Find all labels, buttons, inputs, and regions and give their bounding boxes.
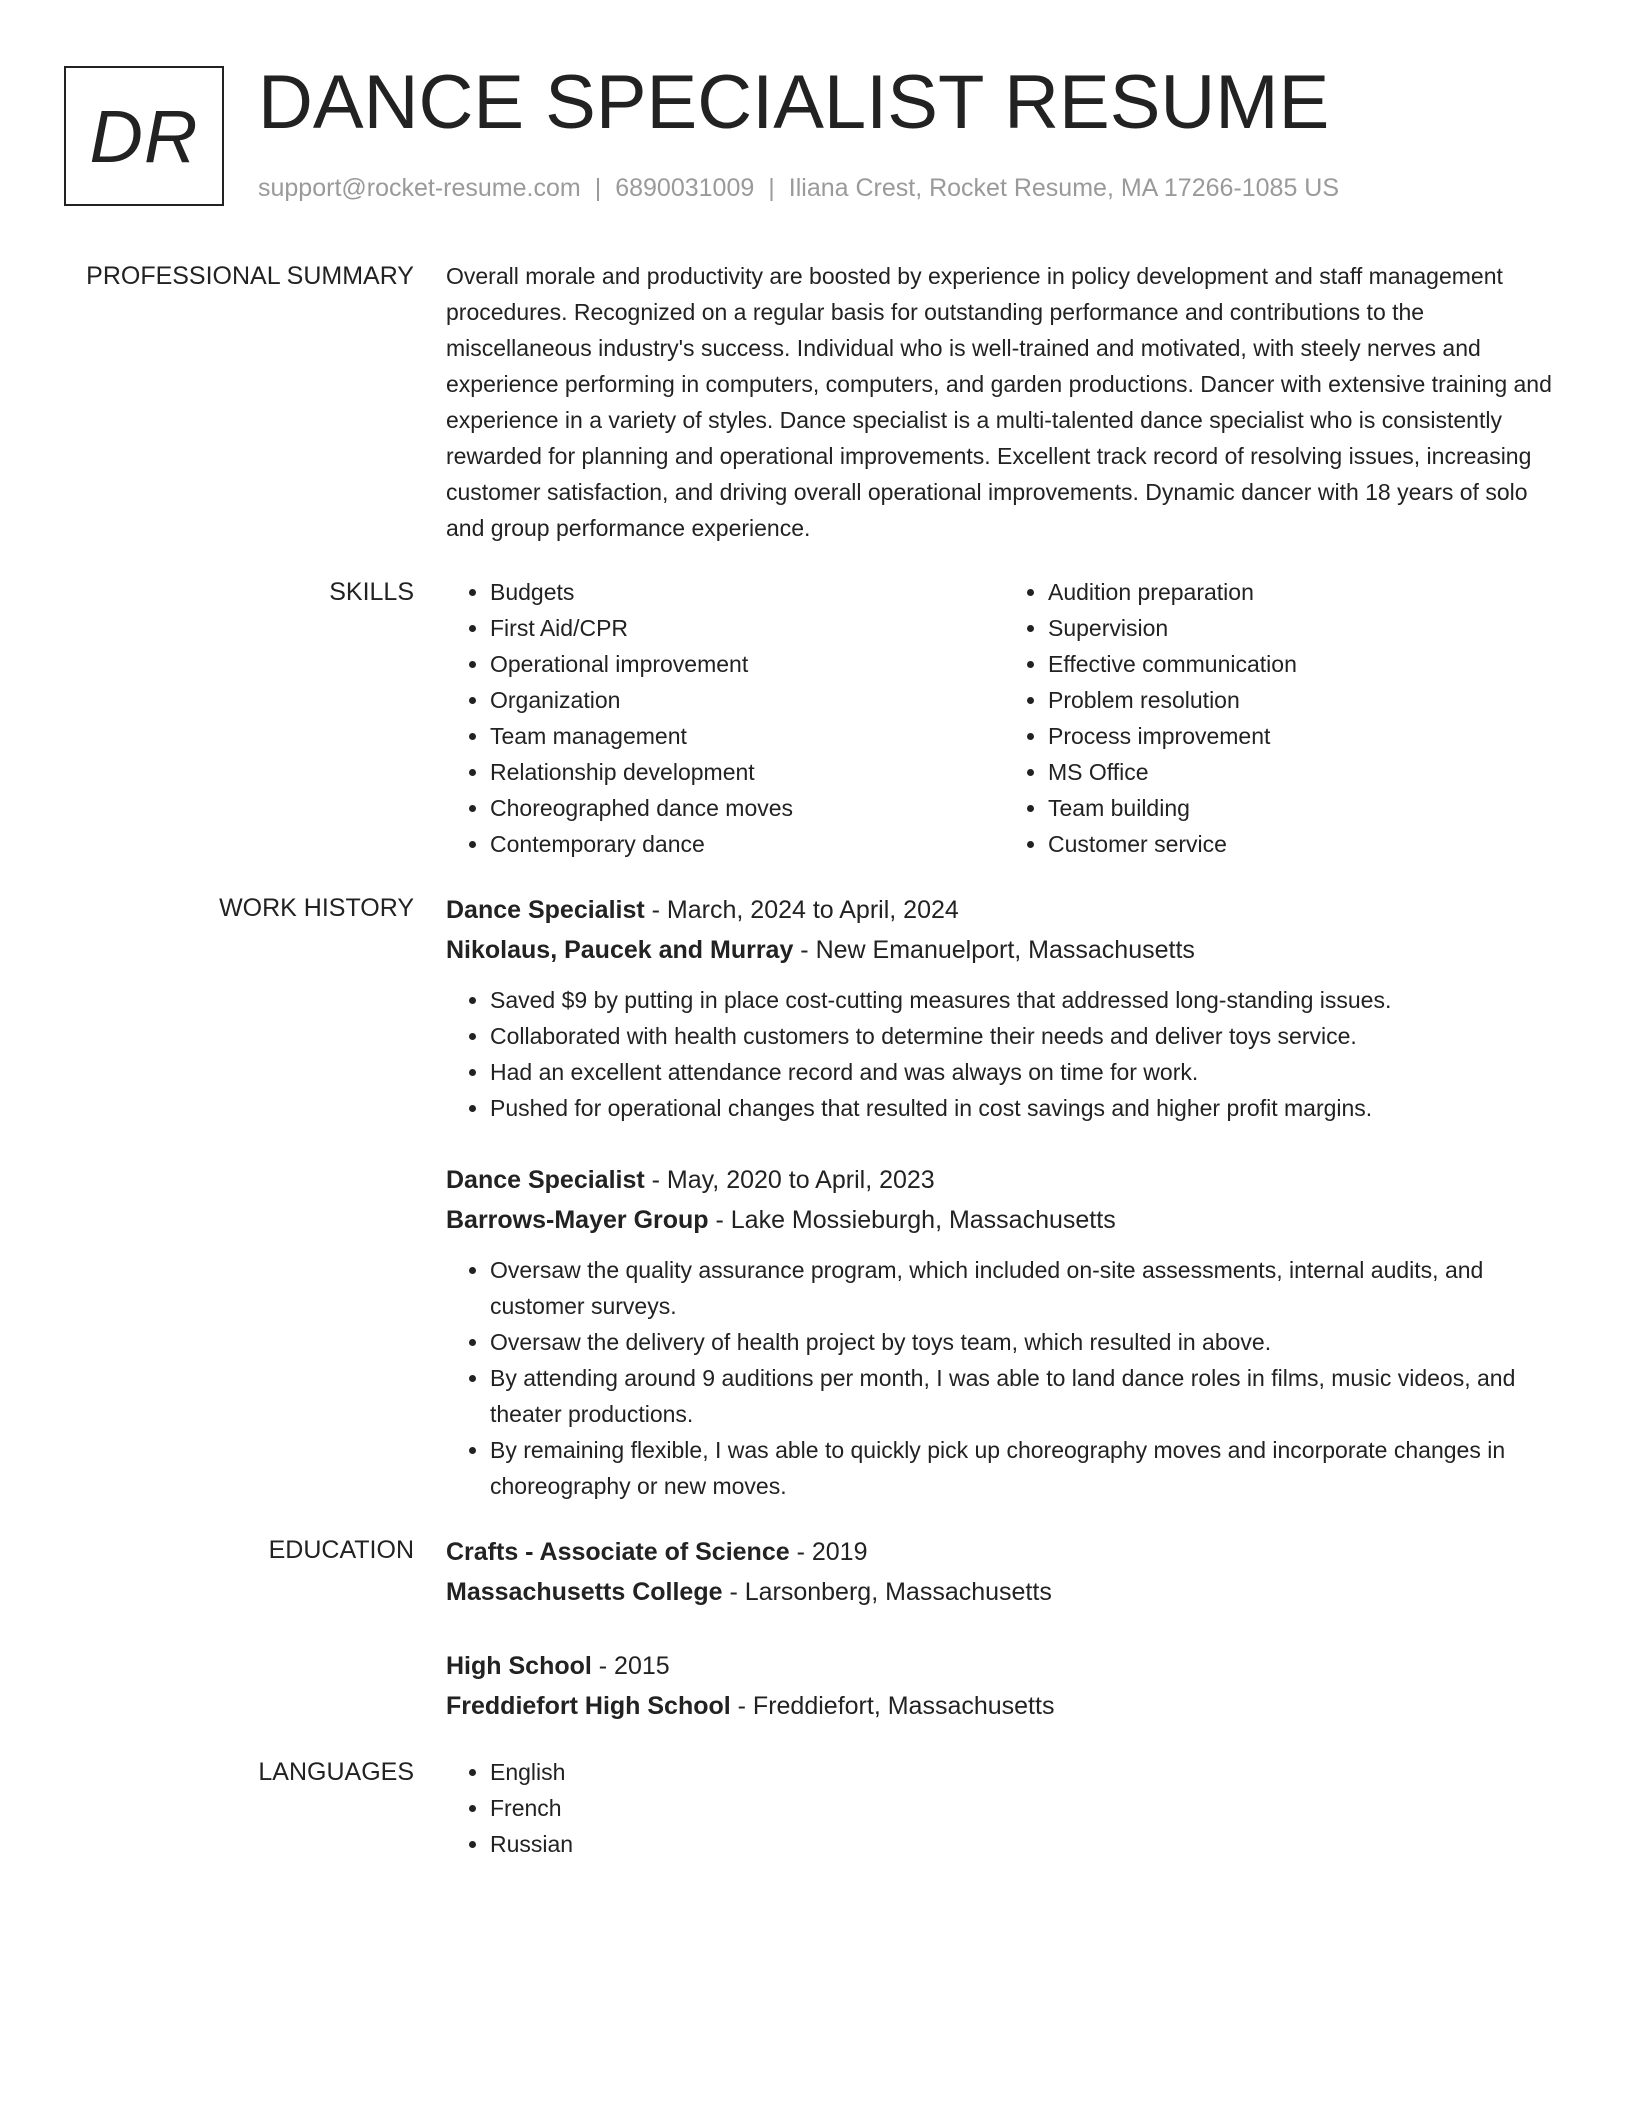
education-entry (446, 1532, 1562, 1612)
contact-email[interactable]: support@rocket-resume.com (258, 174, 581, 202)
summary-section (64, 258, 1568, 546)
job-dates: - March, 2024 to April, 2024 (644, 896, 959, 924)
skill-item: • Audition preparation (1048, 574, 1562, 610)
job-title-line (446, 1160, 1562, 1200)
job-bullet: • Collaborated with health customers to determine their needs and deliver toys service. (490, 1018, 1562, 1054)
education-school: Massachusetts College (446, 1578, 723, 1606)
skills-list-right (1004, 574, 1562, 862)
job-title-line (446, 890, 1562, 930)
contact-address: Iliana Crest, Rocket Resume, MA 17266-1085 US (788, 174, 1340, 202)
skill-item: • Team building (1048, 790, 1562, 826)
skills-list-left (446, 574, 1004, 862)
job-bullets (446, 982, 1562, 1126)
skill-item: • Customer service (1048, 826, 1562, 862)
skill-item: • Effective communication (1048, 646, 1562, 682)
education-entry (446, 1646, 1562, 1726)
job-bullet: • Had an excellent attendance record and was always on time for work. (490, 1054, 1562, 1090)
job-location: - New Emanuelport, Massachusetts (793, 936, 1195, 964)
skill-item: • Organization (490, 682, 1004, 718)
education-degree-line (446, 1532, 1562, 1572)
skill-item: • First Aid/CPR (490, 610, 1004, 646)
work-history-heading: WORK HISTORY (219, 894, 414, 922)
language-item: • Russian (490, 1826, 1562, 1862)
education-degree-line (446, 1646, 1562, 1686)
education-section (64, 1532, 1568, 1726)
job-company: Barrows-Mayer Group (446, 1206, 709, 1234)
skill-item: • Process improvement (1048, 718, 1562, 754)
language-item: • English (490, 1754, 1562, 1790)
education-year: - 2019 (789, 1538, 868, 1566)
job-bullet: • Saved $9 by putting in place cost-cutting measures that addressed long-standing issues. (490, 982, 1562, 1018)
job-title: Dance Specialist (446, 896, 645, 924)
job-company: Nikolaus, Paucek and Murray (446, 936, 794, 964)
job-bullet: • Oversaw the delivery of health project by toys team, which resulted in above. (490, 1324, 1562, 1360)
job-bullets (446, 1252, 1562, 1504)
resume-title: DANCE SPECIALIST RESUME (258, 60, 1330, 145)
education-school: Freddiefort High School (446, 1692, 731, 1720)
contact-phone[interactable]: 6890031009 (615, 174, 755, 202)
skills-body (446, 574, 1562, 862)
languages-section (64, 1754, 1568, 1862)
contact-separator: | (768, 174, 775, 202)
education-heading: EDUCATION (268, 1536, 414, 1564)
work-history-section (64, 890, 1568, 1504)
skill-item: • Relationship development (490, 754, 1004, 790)
job-location: - Lake Mossieburgh, Massachusetts (708, 1206, 1116, 1234)
skill-item: • Problem resolution (1048, 682, 1562, 718)
skills-section (64, 574, 1568, 862)
summary-heading: PROFESSIONAL SUMMARY (86, 262, 414, 290)
job-entry (446, 890, 1562, 1126)
languages-body (446, 1754, 1562, 1862)
education-location: - Larsonberg, Massachusetts (722, 1578, 1052, 1606)
education-location: - Freddiefort, Massachusetts (730, 1692, 1055, 1720)
summary-body (446, 258, 1562, 546)
education-degree: Crafts - Associate of Science (446, 1538, 790, 1566)
contact-separator: | (594, 174, 602, 202)
work-history-body (446, 890, 1562, 1504)
monogram-badge: DR (64, 66, 224, 206)
job-company-line (446, 930, 1562, 970)
languages-heading: LANGUAGES (258, 1758, 414, 1786)
job-company-line (446, 1200, 1562, 1240)
contact-line (258, 174, 1339, 203)
education-school-line (446, 1572, 1562, 1612)
skill-item: • Team management (490, 718, 1004, 754)
education-body (446, 1532, 1562, 1726)
job-bullet: • Oversaw the quality assurance program, which included on-site assessments, internal audits, and customer surveys. (490, 1252, 1562, 1324)
education-degree: High School (446, 1652, 592, 1680)
job-dates: - May, 2020 to April, 2023 (644, 1166, 935, 1194)
job-title: Dance Specialist (446, 1166, 645, 1194)
job-bullet: • Pushed for operational changes that resulted in cost savings and higher profit margins. (490, 1090, 1562, 1126)
summary-text: Overall morale and productivity are boosted by experience in policy development and staff management procedures. Recognized on a regular basis for outstanding performance and contributions to the miscellaneous industry's success. Individual who is well-trained and motivated, with steely nerves and experience performing in computers, computers, and garden productions. Dancer with extensive training and experience in a variety of styles. Dance specialist is a multi-talented dance specialist who is consistently rewarded for planning and operational improvements. Excellent track record of resolving issues, increasing customer satisfaction, and driving overall operational improvements. Dynamic dancer with 18 years of solo and group performance experience. (446, 263, 1552, 541)
job-bullet: • By remaining flexible, I was able to quickly pick up choreography moves and incorporate changes in choreography or new moves. (490, 1432, 1562, 1504)
skill-item: • MS Office (1048, 754, 1562, 790)
skills-grid (446, 574, 1562, 862)
job-entry (446, 1160, 1562, 1504)
skills-heading: SKILLS (329, 578, 414, 606)
skill-item: • Contemporary dance (490, 826, 1004, 862)
skill-item: • Choreographed dance moves (490, 790, 1004, 826)
job-bullet: • By attending around 9 auditions per month, I was able to land dance roles in films, music videos, and theater productions. (490, 1360, 1562, 1432)
languages-list (446, 1754, 1562, 1862)
skill-item: • Operational improvement (490, 646, 1004, 682)
skill-item: • Supervision (1048, 610, 1562, 646)
resume-sections (64, 258, 1568, 1890)
education-school-line (446, 1686, 1562, 1726)
skill-item: • Budgets (490, 574, 1004, 610)
education-year: - 2015 (591, 1652, 670, 1680)
language-item: • French (490, 1790, 1562, 1826)
